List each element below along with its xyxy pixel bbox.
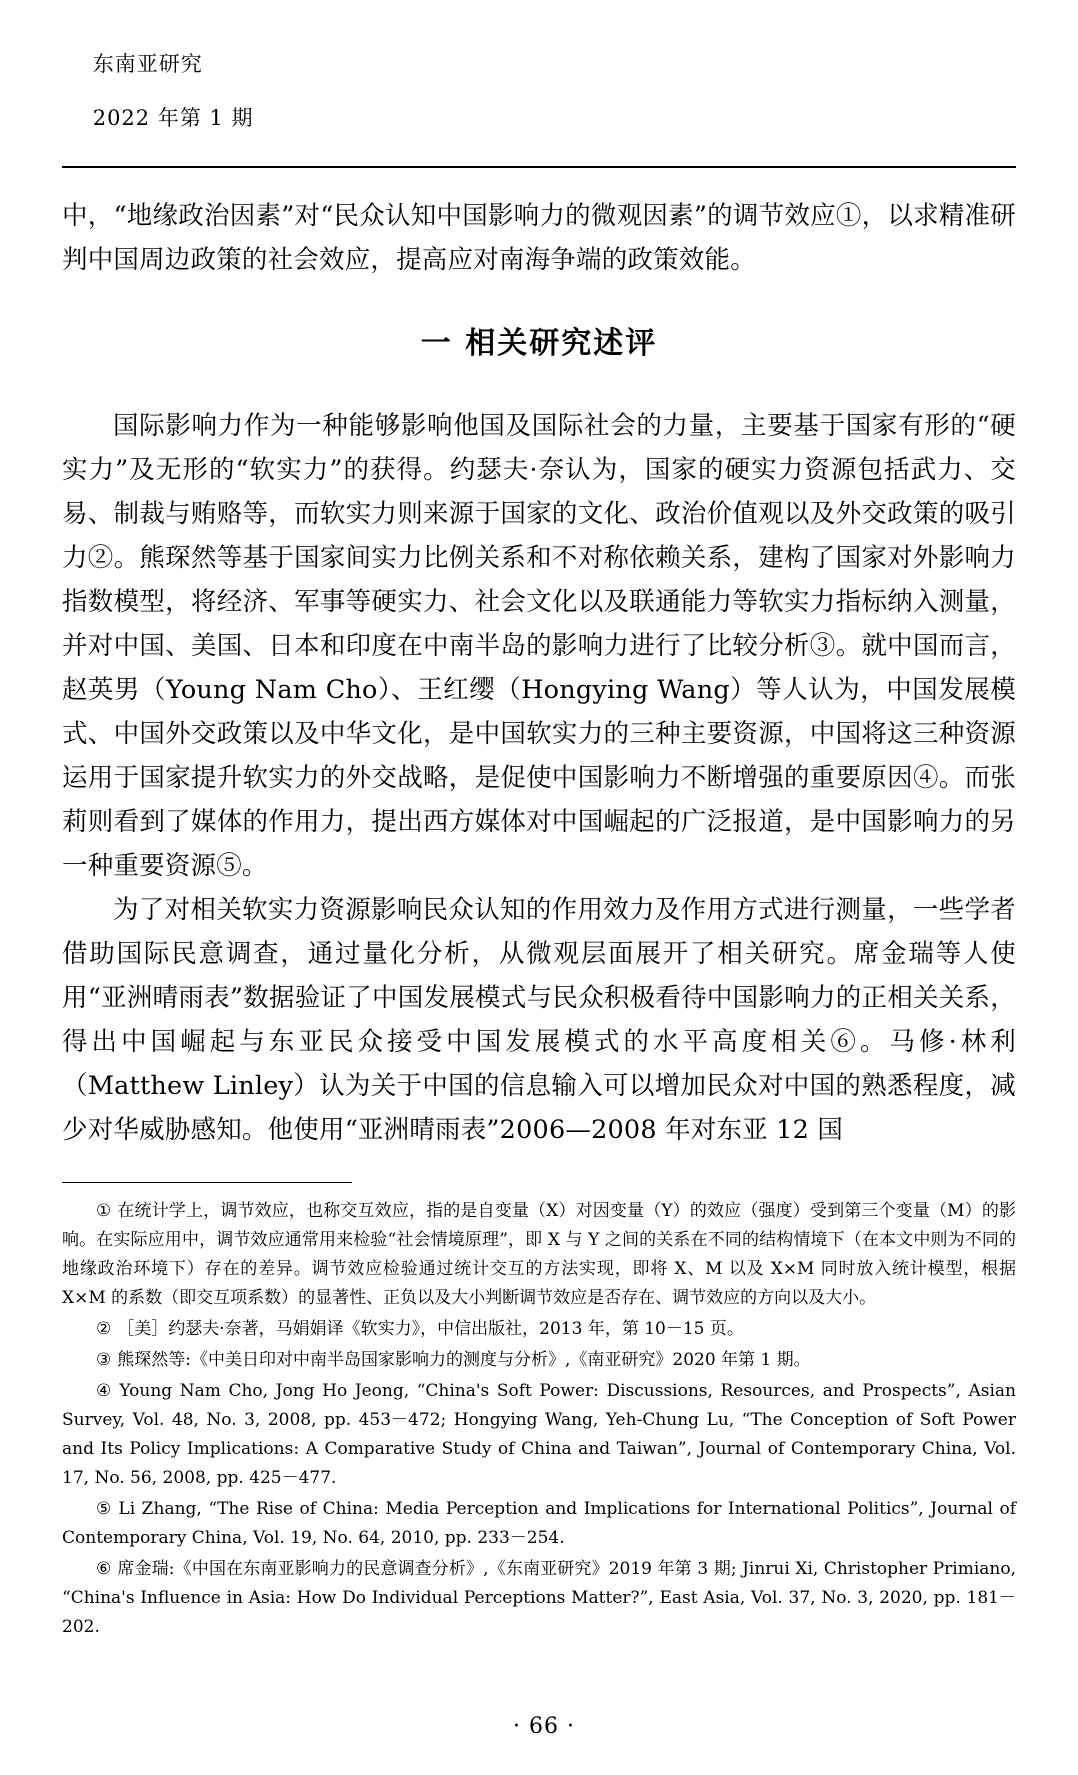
section-title: 一 相关研究述评 [420, 326, 658, 361]
article-body [62, 194, 1016, 1152]
footnote-text: 席金瑞:《中国在东南亚影响力的民意调查分析》,《东南亚研究》2019 年第 3 期; Jinrui Xi, Christopher Primiano, “China's Influence in Asia: How Do Individual Perceptions Matter?”, East Asia, Vol. 37, No. 3, 2020, pp. 181－202. [62, 1559, 1016, 1637]
header-divider [62, 166, 1016, 168]
footnote-text: ［美］约瑟夫·奈著，马娟娟译《软实力》，中信出版社，2013 年，第 10－15 页。 [117, 1319, 744, 1339]
footnote-text: Young Nam Cho, Jong Ho Jeong, “China's Soft Power: Discussions, Resources, and Prospects”, Asian Survey, Vol. 48, No. 3, 2008, pp. 453－472; Hongying Wang, Yeh-Chung Lu, “The Conception of Soft Power and Its Policy Implications: A Comparative Study of China and Taiwan”, Journal of Contemporary China, Vol. 17, No. 56, 2008, pp. 425－477. [62, 1381, 1016, 1488]
paragraph-2: 为了对相关软实力资源影响民众认知的作用效力及作用方式进行测量，一些学者借助国际民意调查，通过量化分析，从微观层面展开了相关研究。席金瑞等人使用“亚洲晴雨表”数据验证了中国发展模式与民众积极看待中国影响力的正相关关系，得出中国崛起与东亚民众接受中国发展模式的水平高度相关⑥。马修·林利（Matthew Linley）认为关于中国的信息输入可以增加民众对中国的熟悉程度，减少对华威胁感知。他使用“亚洲晴雨表”2006—2008 年对东亚 12 国 [62, 895, 1016, 1145]
footnote-marker: ⑤ [96, 1499, 113, 1519]
footnote-text: 熊琛然等:《中美日印对中南半岛国家影响力的测度与分析》,《南亚研究》2020 年第 1 期。 [117, 1350, 811, 1370]
footnotes-section [62, 1197, 1016, 1642]
footnote-marker: ⑥ [96, 1559, 112, 1579]
footnote-marker: ④ [96, 1381, 114, 1401]
page-number [0, 1714, 1078, 1739]
footnote-item [62, 1555, 1016, 1642]
journal-name: 东南亚研究 [92, 52, 203, 76]
footnote-item [62, 1197, 1016, 1313]
footnote-marker: ② [96, 1319, 112, 1339]
footnote-marker: ③ [96, 1350, 112, 1370]
issue-label: 2022 年第 1 期 [92, 106, 254, 130]
page-header [62, 0, 1016, 166]
footnote-item [62, 1495, 1016, 1553]
footnote-marker: ① [96, 1201, 112, 1221]
footnote-item [62, 1377, 1016, 1493]
footnote-text: Li Zhang, “The Rise of China: Media Perception and Implications for International Politics”, Journal of Contemporary China, Vol. 19, No. 64, 2010, pp. 233－254. [62, 1499, 1016, 1548]
page-number-text: · 66 · [513, 1714, 575, 1739]
paragraph-1: 国际影响力作为一种能够影响他国及国际社会的力量，主要基于国家有形的“硬实力”及无形的“软实力”的获得。约瑟夫·奈认为，国家的硬实力资源包括武力、交易、制裁与贿赂等，而软实力则来源于国家的文化、政治价值观以及外交政策的吸引力②。熊琛然等基于国家间实力比例关系和不对称依赖关系，建构了国家对外影响力指数模型，将经济、军事等硬实力、社会文化以及联通能力等软实力指标纳入测量，并对中国、美国、日本和印度在中南半岛的影响力进行了比较分析③。就中国而言，赵英男（Young Nam Cho）、王红缨（Hongying Wang）等人认为，中国发展模式、中国外交政策以及中华文化，是中国软实力的三种主要资源，中国将这三种资源运用于国家提升软实力的外交战略，是促使中国影响力不断增强的重要原因④。而张莉则看到了媒体的作用力，提出西方媒体对中国崛起的广泛报道，是中国影响力的另一种重要资源⑤。 [62, 411, 1016, 881]
footnote-text: 在统计学上，调节效应，也称交互效应，指的是自变量（X）对因变量（Y）的效应（强度）受到第三个变量（M）的影响。在实际应用中，调节效应通常用来检验“社会情境原理”，即 X 与 Y 之间的关系在不同的结构情境下（在本文中则为不同的地缘政治环境下）存在的差异。调节效应检验通过统计交互的方法实现，即将 X、M 以及 X×M 同时放入统计模型，根据 X×M 的系数（即交互项系数）的显著性、正负以及大小判断调节效应是否存在、调节效应的方向以及大小。 [62, 1201, 1017, 1308]
footnote-item [62, 1346, 1016, 1375]
footnote-divider [62, 1182, 352, 1183]
paragraph-continued: 中，“地缘政治因素”对“民众认知中国影响力的微观因素”的调节效应①，以求精准研判中国周边政策的社会效应，提高应对南海争端的政策效能。 [62, 201, 1016, 275]
footnote-item [62, 1315, 1016, 1344]
